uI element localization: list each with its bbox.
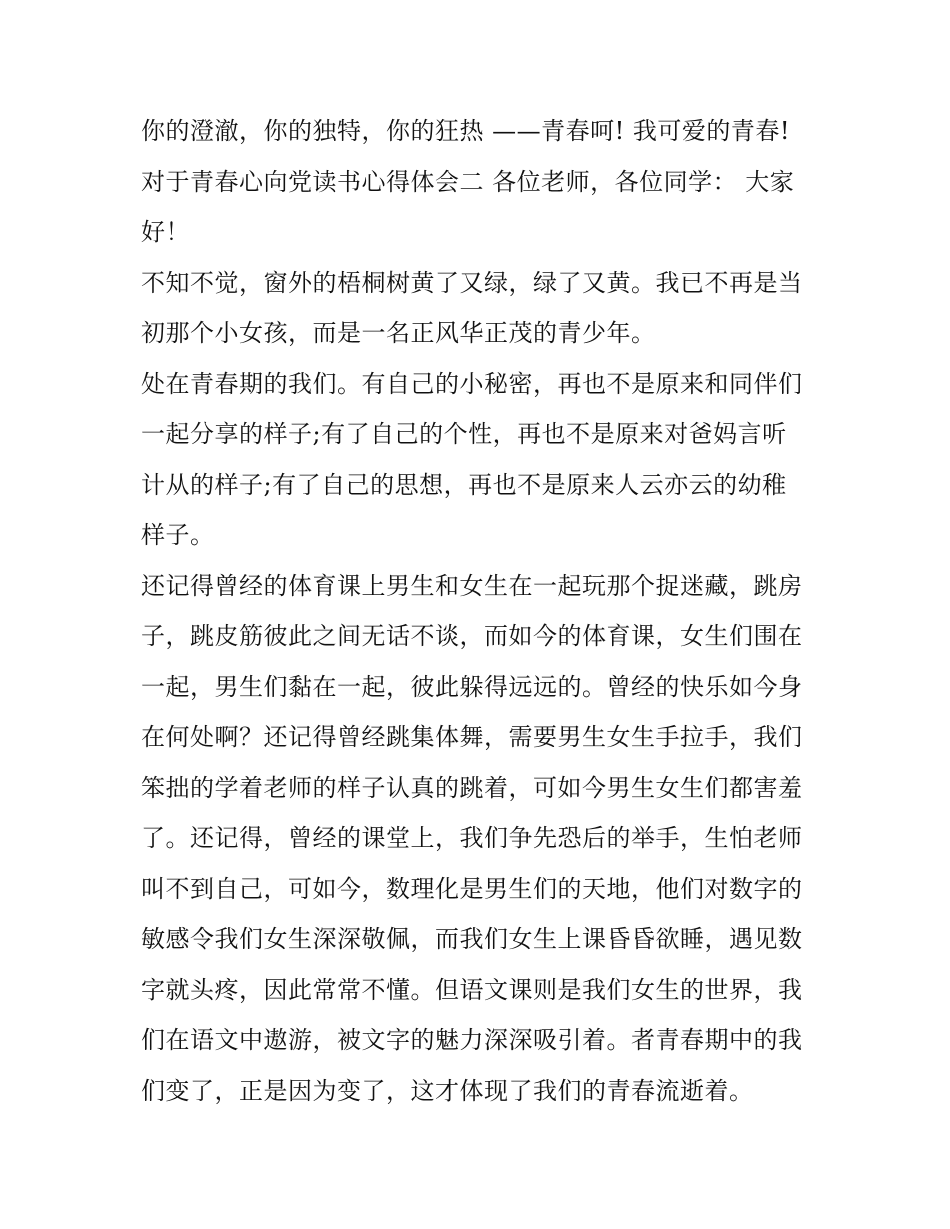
text-line: 们在语文中遨游，被文字的魅力深深吸引着。者青春期中的我 [141, 1026, 803, 1054]
text-line: 你的澄澈，你的独特，你的狂热 ——青春呵! 我可爱的青春! [141, 117, 791, 145]
body-text [141, 106, 813, 1116]
text-line: 还记得曾经的体育课上男生和女生在一起玩那个捉迷藏，跳房 [141, 571, 803, 600]
text-line: 不知不觉，窗外的梧桐树黄了又绿，绿了又黄。我已不再是当 [141, 268, 803, 297]
text-line: 字就头疼，因此常常不懂。但语文课则是我们女生的世界，我 [141, 975, 803, 1004]
text-line: 好！ [141, 218, 190, 246]
text-line: 样子。 [141, 521, 215, 549]
text-line: 对于青春心向党读书心得体会二 各位老师，各位同学： 大家 [141, 167, 795, 196]
text-line: 处在青春期的我们。有自己的小秘密，再也不是原来和同伴们 [141, 369, 803, 398]
text-line: 一起，男生们黏在一起，彼此躲得远远的。曾经的快乐如今身 [141, 672, 803, 701]
text-line: 们变了，正是因为变了，这才体现了我们的青春流逝着。 [141, 1076, 754, 1105]
text-line: 子，跳皮筋彼此之间无话不谈，而如今的体育课，女生们围在 [141, 622, 803, 650]
text-line: 一起分享的样子;有了自己的个性，再也不是原来对爸妈言听 [141, 420, 787, 448]
text-line: 笨拙的学着老师的样子认真的跳着，可如今男生女生们都害羞 [141, 773, 803, 802]
text-line: 了。还记得，曾经的课堂上，我们争先恐后的举手，生怕老师 [141, 824, 803, 852]
text-line: 叫不到自己，可如今，数理化是男生们的天地，他们对数字的 [141, 874, 803, 903]
text-line: 在何处啊？还记得曾经跳集体舞，需要男生女生手拉手，我们 [141, 723, 803, 751]
text-line: 敏感令我们女生深深敬佩，而我们女生上课昏昏欲睡，遇见数 [141, 925, 803, 953]
text-line: 初那个小女孩，而是一名正风华正茂的青少年。 [141, 319, 656, 347]
text-line: 计从的样子;有了自己的思想，再也不是原来人云亦云的幼稚 [141, 470, 787, 499]
